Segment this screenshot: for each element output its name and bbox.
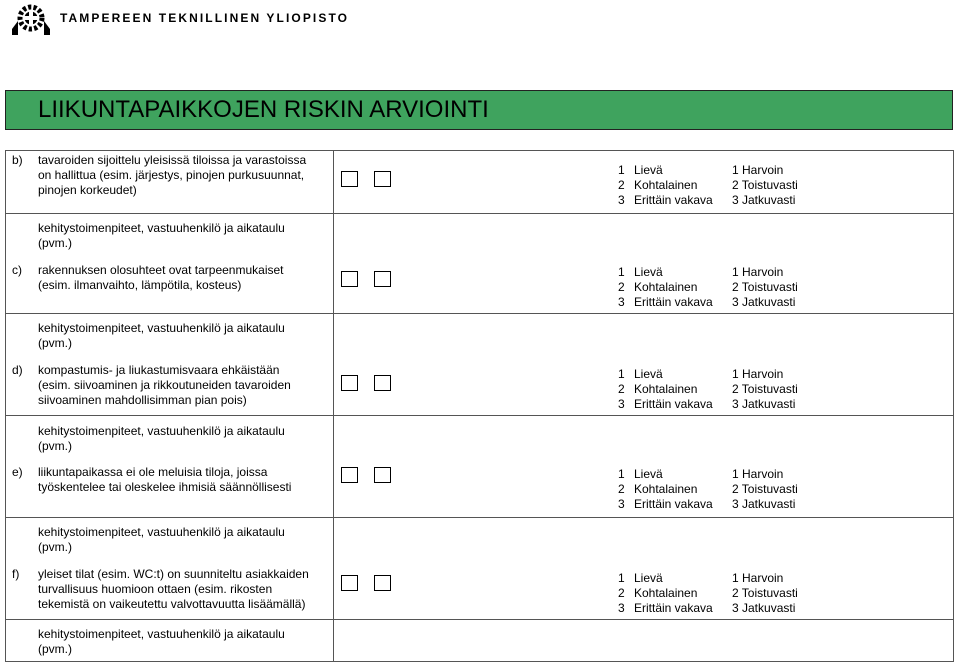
no-checkbox[interactable] xyxy=(374,575,391,591)
severity-option xyxy=(618,265,713,280)
severity-option xyxy=(618,467,713,482)
follow-up-line: kehitystoimenpiteet, vastuuhenkilö ja aikataulu xyxy=(38,321,285,335)
severity-option xyxy=(618,178,713,193)
title-banner xyxy=(5,90,953,130)
frequency-option: 3 Jatkuvasti xyxy=(732,497,796,511)
severity-scale xyxy=(618,571,713,616)
severity-number: 1 xyxy=(618,467,625,481)
item-line: työskentelee tai oleskelee ihmisiä säännöllisesti xyxy=(38,480,292,494)
follow-up-line: (pvm.) xyxy=(38,236,72,250)
row-divider xyxy=(6,313,953,314)
severity-label: Kohtalainen xyxy=(634,280,698,294)
frequency-option: 2 Toistuvasti xyxy=(732,280,798,294)
frequency-option: 2 Toistuvasti xyxy=(732,382,798,396)
severity-label: Lievä xyxy=(634,467,663,481)
item-text xyxy=(38,465,323,495)
severity-number: 2 xyxy=(618,280,625,294)
item-text xyxy=(38,263,323,293)
severity-label: Lievä xyxy=(634,571,663,585)
frequency-option: 1 Harvoin xyxy=(732,467,784,481)
page-title: LIIKUNTAPAIKKOJEN RISKIN ARVIOINTI xyxy=(38,96,489,123)
severity-option xyxy=(618,382,713,397)
severity-number: 1 xyxy=(618,163,625,177)
follow-up-line: kehitystoimenpiteet, vastuuhenkilö ja aikataulu xyxy=(38,424,285,438)
no-checkbox[interactable] xyxy=(374,271,391,287)
item-text xyxy=(38,567,323,612)
severity-label: Erittäin vakava xyxy=(634,397,713,411)
severity-option xyxy=(618,482,713,497)
risk-assessment-table xyxy=(5,150,954,662)
item-line: tekemistä on vaikeutettu valvottavuutta lisäämällä) xyxy=(38,597,306,611)
severity-option xyxy=(618,571,713,586)
severity-label: Lievä xyxy=(634,367,663,381)
frequency-option: 2 Toistuvasti xyxy=(732,178,798,192)
follow-up-line: (pvm.) xyxy=(38,439,72,453)
item-line: on hallittua (esim. järjestys, pinojen purkusuunnat, xyxy=(38,168,305,182)
severity-number: 2 xyxy=(618,382,625,396)
frequency-option: 2 Toistuvasti xyxy=(732,482,798,496)
frequency-option: 1 Harvoin xyxy=(732,367,784,381)
severity-label: Lievä xyxy=(634,265,663,279)
severity-number: 3 xyxy=(618,295,625,309)
item-letter: f) xyxy=(12,567,20,581)
severity-number: 3 xyxy=(618,497,625,511)
frequency-option: 1 Harvoin xyxy=(732,265,784,279)
frequency-option: 3 Jatkuvasti xyxy=(732,601,796,615)
severity-option xyxy=(618,295,713,310)
severity-number: 1 xyxy=(618,571,625,585)
severity-scale xyxy=(618,367,713,412)
severity-number: 2 xyxy=(618,586,625,600)
yes-checkbox[interactable] xyxy=(341,271,358,287)
row-divider xyxy=(6,619,953,620)
severity-option xyxy=(618,497,713,512)
item-line: (esim. siivoaminen ja rikkoutuneiden tavaroiden xyxy=(38,378,291,392)
item-line: tavaroiden sijoittelu yleisissä tiloissa ja varastoissa xyxy=(38,153,307,167)
item-line: (esim. ilmanvaihto, lämpötila, kosteus) xyxy=(38,278,242,292)
item-line: yleiset tilat (esim. WC:t) on suunniteltu asiakkaiden xyxy=(38,567,309,581)
follow-up-field[interactable] xyxy=(38,321,323,351)
severity-option xyxy=(618,601,713,616)
no-checkbox[interactable] xyxy=(374,375,391,391)
item-text xyxy=(38,363,323,408)
severity-number: 1 xyxy=(618,265,625,279)
frequency-option: 3 Jatkuvasti xyxy=(732,295,796,309)
severity-label: Erittäin vakava xyxy=(634,497,713,511)
severity-option xyxy=(618,586,713,601)
severity-scale xyxy=(618,467,713,512)
severity-label: Erittäin vakava xyxy=(634,193,713,207)
severity-number: 3 xyxy=(618,397,625,411)
item-text xyxy=(38,153,323,198)
column-divider xyxy=(333,151,334,661)
row-divider xyxy=(6,213,953,214)
follow-up-line: (pvm.) xyxy=(38,336,72,350)
follow-up-line: (pvm.) xyxy=(38,540,72,554)
follow-up-field[interactable] xyxy=(38,221,323,251)
frequency-scale xyxy=(732,571,798,616)
severity-number: 2 xyxy=(618,482,625,496)
item-letter: c) xyxy=(12,263,22,277)
severity-label: Kohtalainen xyxy=(634,482,698,496)
item-line: rakennuksen olosuhteet ovat tarpeenmukaiset xyxy=(38,263,284,277)
frequency-scale xyxy=(732,163,798,208)
item-line: kompastumis- ja liukastumisvaara ehkäistään xyxy=(38,363,280,377)
item-letter: b) xyxy=(12,153,23,167)
follow-up-line: (pvm.) xyxy=(38,642,72,656)
university-logo-icon xyxy=(12,1,50,35)
item-line: liikuntapaikassa ei ole meluisia tiloja, joissa xyxy=(38,465,268,479)
item-line: siivoaminen mahdollisimman pian pois) xyxy=(38,393,247,407)
severity-number: 3 xyxy=(618,601,625,615)
item-letter: d) xyxy=(12,363,23,377)
frequency-option: 3 Jatkuvasti xyxy=(732,193,796,207)
item-line: turvallisuus huomioon ottaen (esim. rikosten xyxy=(38,582,273,596)
severity-label: Kohtalainen xyxy=(634,178,698,192)
yes-checkbox[interactable] xyxy=(341,375,358,391)
severity-option xyxy=(618,397,713,412)
follow-up-line: kehitystoimenpiteet, vastuuhenkilö ja aikataulu xyxy=(38,525,285,539)
severity-label: Erittäin vakava xyxy=(634,601,713,615)
university-name: TAMPEREEN TEKNILLINEN YLIOPISTO xyxy=(60,11,350,25)
severity-scale xyxy=(618,163,713,208)
frequency-option: 1 Harvoin xyxy=(732,163,784,177)
severity-option xyxy=(618,163,713,178)
follow-up-field[interactable] xyxy=(38,627,323,657)
yes-checkbox[interactable] xyxy=(341,171,358,187)
severity-option xyxy=(618,280,713,295)
severity-number: 3 xyxy=(618,193,625,207)
frequency-scale xyxy=(732,367,798,412)
item-line: pinojen korkeudet) xyxy=(38,183,137,197)
follow-up-field[interactable] xyxy=(38,525,323,555)
follow-up-field[interactable] xyxy=(38,424,323,454)
frequency-scale xyxy=(732,467,798,512)
severity-label: Lievä xyxy=(634,163,663,177)
row-divider xyxy=(6,415,953,416)
severity-scale xyxy=(618,265,713,310)
severity-label: Erittäin vakava xyxy=(634,295,713,309)
severity-option xyxy=(618,193,713,208)
frequency-option: 1 Harvoin xyxy=(732,571,784,585)
no-checkbox[interactable] xyxy=(374,467,391,483)
severity-label: Kohtalainen xyxy=(634,586,698,600)
severity-label: Kohtalainen xyxy=(634,382,698,396)
frequency-option: 3 Jatkuvasti xyxy=(732,397,796,411)
follow-up-line: kehitystoimenpiteet, vastuuhenkilö ja aikataulu xyxy=(38,627,285,641)
no-checkbox[interactable] xyxy=(374,171,391,187)
frequency-option: 2 Toistuvasti xyxy=(732,586,798,600)
frequency-scale xyxy=(732,265,798,310)
row-divider xyxy=(6,517,953,518)
severity-number: 2 xyxy=(618,178,625,192)
follow-up-line: kehitystoimenpiteet, vastuuhenkilö ja aikataulu xyxy=(38,221,285,235)
item-letter: e) xyxy=(12,465,23,479)
severity-option xyxy=(618,367,713,382)
yes-checkbox[interactable] xyxy=(341,575,358,591)
yes-checkbox[interactable] xyxy=(341,467,358,483)
severity-number: 1 xyxy=(618,367,625,381)
